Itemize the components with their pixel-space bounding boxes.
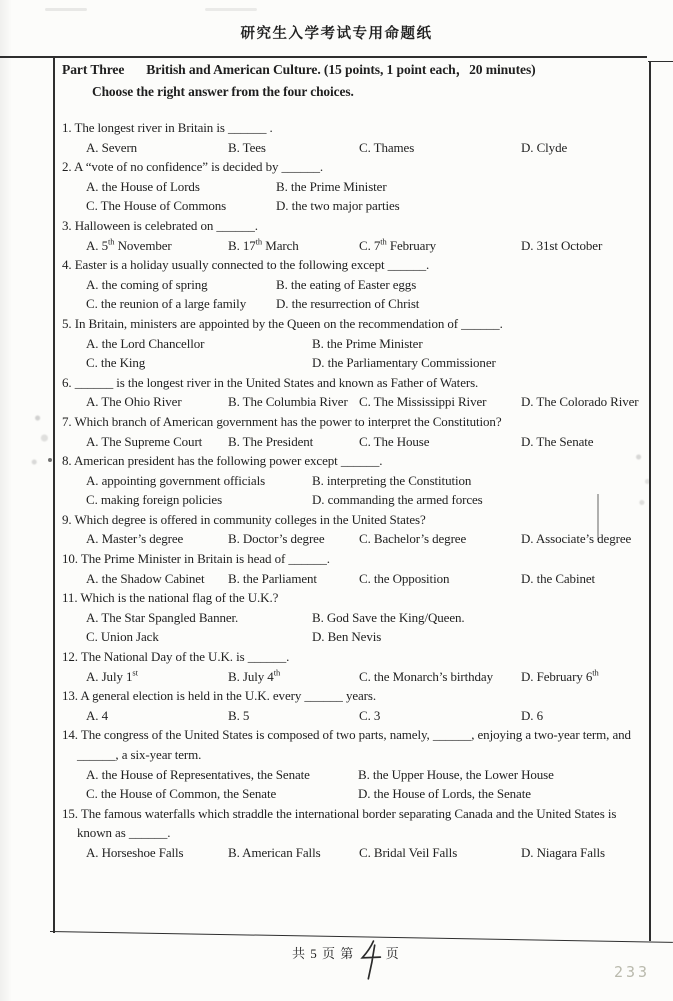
question-number: 5. (62, 315, 72, 331)
answer-option: C. Union Jack (86, 629, 159, 645)
option-row (86, 608, 650, 628)
answer-option: A. The Star Spangled Banner. (86, 609, 239, 625)
answer-option: D. commanding the armed forces (312, 492, 483, 508)
option-row (86, 490, 650, 510)
question-stem: 3. Halloween is celebrated on ______. (62, 217, 258, 233)
answer-option: D. Clyde (521, 139, 568, 155)
answer-option: A. the coming of spring (86, 276, 208, 292)
answer-option: C. the Monarch’s birthday (359, 668, 493, 684)
answer-option: C. The House of Commons (86, 198, 227, 214)
question-13 (62, 686, 650, 725)
part-heading (62, 60, 650, 80)
answer-option: A. the Shadow Cabinet (86, 570, 205, 586)
scan-mark (205, 8, 257, 11)
answer-option: C. The Mississippi River (359, 394, 487, 410)
option-row (86, 843, 650, 863)
footer-total-pages: 共 5 页 (292, 946, 337, 961)
answer-option: B. 17th March (228, 236, 299, 253)
answer-option: D. Associate’s degree (521, 531, 632, 547)
question-number: 12. (62, 649, 78, 665)
answer-option: B. The Columbia River (228, 394, 348, 410)
option-row (86, 706, 650, 726)
question-number: 6. (62, 374, 72, 390)
question-number: 11. (62, 590, 78, 606)
option-row (86, 177, 650, 197)
answer-option: A. 5th November (86, 236, 172, 253)
answer-option: D. the Cabinet (521, 570, 596, 586)
answer-option: A. The Supreme Court (86, 433, 203, 449)
answer-option: B. the Prime Minister (312, 335, 423, 351)
question-stem: 5. In Britain, ministers are appointed by the Queen on the recommendation of ______. (62, 315, 503, 331)
answer-option: B. American Falls (228, 844, 321, 860)
question-4 (62, 255, 650, 314)
answer-option: C. Bachelor’s degree (359, 531, 467, 547)
question-10 (62, 549, 650, 588)
question-8 (62, 451, 650, 510)
answer-option: C. The House (359, 433, 430, 449)
question-stem: 6. ______ is the longest river in the United States and known as Father of Waters. (62, 374, 479, 390)
option-row (86, 275, 650, 295)
option-row (86, 529, 650, 549)
answer-option: B. Tees (228, 139, 266, 155)
question-stem: 2. A “vote of no confidence” is decided by ______. (62, 159, 324, 175)
question-number: 9. (62, 511, 72, 527)
answer-option: D. Ben Nevis (312, 629, 382, 645)
answer-option: A. the Lord Chancellor (86, 335, 205, 351)
answer-option: A. the House of Representatives, the Senate (86, 766, 310, 782)
stamp-number: 233 (614, 963, 651, 981)
answer-option: B. 5 (228, 707, 250, 723)
answer-option: A. Master’s degree (86, 531, 184, 547)
answer-option: C. 3 (359, 707, 381, 723)
question-number: 3. (62, 217, 72, 233)
instructions: Choose the right answer from the four choices. (92, 84, 354, 99)
answer-option: C. 7th February (359, 236, 436, 253)
option-row (86, 627, 650, 647)
answer-option: C. making foreign policies (86, 492, 223, 508)
answer-option: A. July 1st (86, 667, 138, 684)
answer-option: D. the resurrection of Christ (276, 296, 420, 312)
answer-option: C. the House of Common, the Senate (86, 786, 277, 802)
question-stem: 9. Which degree is offered in community colleges in the United States? (62, 511, 426, 527)
question-number: 7. (62, 413, 72, 429)
question-number: 15. (62, 805, 78, 821)
option-row (86, 765, 650, 785)
question-stem: 4. Easter is a holiday usually connected to the following except ______. (62, 257, 430, 273)
answer-option: B. the Upper House, the Lower House (358, 766, 554, 782)
question-9 (62, 510, 650, 549)
question-stem: 11. Which is the national flag of the U.K.? (62, 590, 279, 606)
answer-option: A. the House of Lords (86, 178, 200, 194)
question-11 (62, 588, 650, 647)
question-12 (62, 647, 650, 686)
answer-option: A. 4 (86, 707, 108, 723)
answer-option: B. interpreting the Constitution (312, 472, 472, 488)
question-number: 13. (62, 688, 78, 704)
question-14 (62, 725, 650, 803)
question-7 (62, 412, 650, 451)
option-row (86, 236, 650, 256)
option-row (86, 784, 650, 804)
answer-option: D. the House of Lords, the Senate (358, 786, 531, 802)
question-stem: 1. The longest river in Britain is ______ . (62, 120, 273, 135)
question-15 (62, 804, 650, 863)
answer-option: D. 31st October (521, 237, 603, 253)
question-number: 14. (62, 727, 78, 743)
option-row (86, 138, 650, 158)
question-5 (62, 314, 650, 373)
frame-top-line (0, 56, 647, 58)
answer-option: B. The President (228, 433, 314, 449)
answer-option: D. February 6th (521, 667, 599, 684)
answer-option: A. Severn (86, 139, 138, 155)
scan-edge-shadow (0, 0, 12, 1001)
option-row (86, 392, 650, 412)
question-stem: 10. The Prime Minister in Britain is head of ______. (62, 551, 330, 567)
option-row (86, 569, 650, 589)
question-3 (62, 216, 650, 255)
answer-option: A. appointing government officials (86, 472, 266, 488)
answer-option: D. 6 (521, 707, 543, 723)
answer-option: A. Horseshoe Falls (86, 844, 184, 860)
question-number: 10. (62, 551, 78, 567)
answer-option: B. Doctor’s degree (228, 531, 325, 547)
answer-option: B. the Parliament (228, 570, 317, 586)
question-stem: 7. Which branch of American government has the power to interpret the Constitution? (62, 413, 502, 429)
answer-option: C. Bridal Veil Falls (359, 844, 458, 860)
answer-option: D. Niagara Falls (521, 844, 605, 860)
part-title: British and American Culture. (15 points, 1 point each，20 minutes) (146, 62, 536, 77)
question-number: 2. (62, 159, 72, 175)
footer-page-label-prefix: 第 (340, 946, 355, 961)
page-footer (292, 943, 400, 965)
answer-option: B. July 4th (228, 667, 281, 684)
option-row (86, 432, 650, 452)
question-number: 8. (62, 453, 72, 469)
answer-option: B. God Save the King/Queen. (312, 609, 465, 625)
question-stem: 14. The congress of the United States is composed of two parts, namely, ______, enjoying a two-year term, and ______, a six-year term. (62, 727, 631, 762)
question-1 (62, 118, 650, 157)
question-stem: 13. A general election is held in the U.K. every ______ years. (62, 688, 377, 704)
part-label: Part Three (62, 62, 125, 77)
frame-left-line (53, 56, 55, 933)
option-row (86, 667, 650, 687)
answer-option: C. the King (86, 355, 146, 371)
answer-option: D. The Colorado River (521, 394, 639, 410)
question-stem: 12. The National Day of the U.K. is ______. (62, 649, 290, 665)
question-2 (62, 157, 650, 216)
option-row (86, 294, 650, 314)
answer-option: A. The Ohio River (86, 394, 182, 410)
question-6 (62, 373, 650, 412)
frame-top-tick (648, 61, 673, 62)
handwritten-page-number (358, 938, 384, 985)
answer-option: D. the two major parties (276, 198, 400, 214)
scan-speck (48, 458, 52, 462)
exam-paper-header: 研究生入学考试专用命题纸 (240, 26, 433, 42)
option-row (86, 353, 650, 373)
question-stem: 8. American president has the following power except ______. (62, 453, 383, 469)
answer-option: D. the Parliamentary Commissioner (312, 355, 496, 371)
questions (62, 118, 650, 863)
option-row (86, 334, 650, 354)
answer-option: B. the eating of Easter eggs (276, 276, 417, 292)
answer-option: C. the reunion of a large family (86, 296, 247, 312)
option-row (86, 471, 650, 491)
answer-option: B. the Prime Minister (276, 178, 387, 194)
answer-option: D. The Senate (521, 433, 594, 449)
footer-page-label-suffix: 页 (385, 946, 400, 961)
scan-mark (45, 8, 87, 11)
question-number: 4. (62, 257, 72, 273)
answer-option: C. the Opposition (359, 570, 450, 586)
question-number: 1. (62, 120, 72, 135)
option-row (86, 196, 650, 216)
answer-option: C. Thames (359, 139, 415, 155)
question-stem: 15. The famous waterfalls which straddle the international border separating Canada and the United States is known as ______. (62, 805, 617, 841)
exam-content (62, 60, 650, 863)
